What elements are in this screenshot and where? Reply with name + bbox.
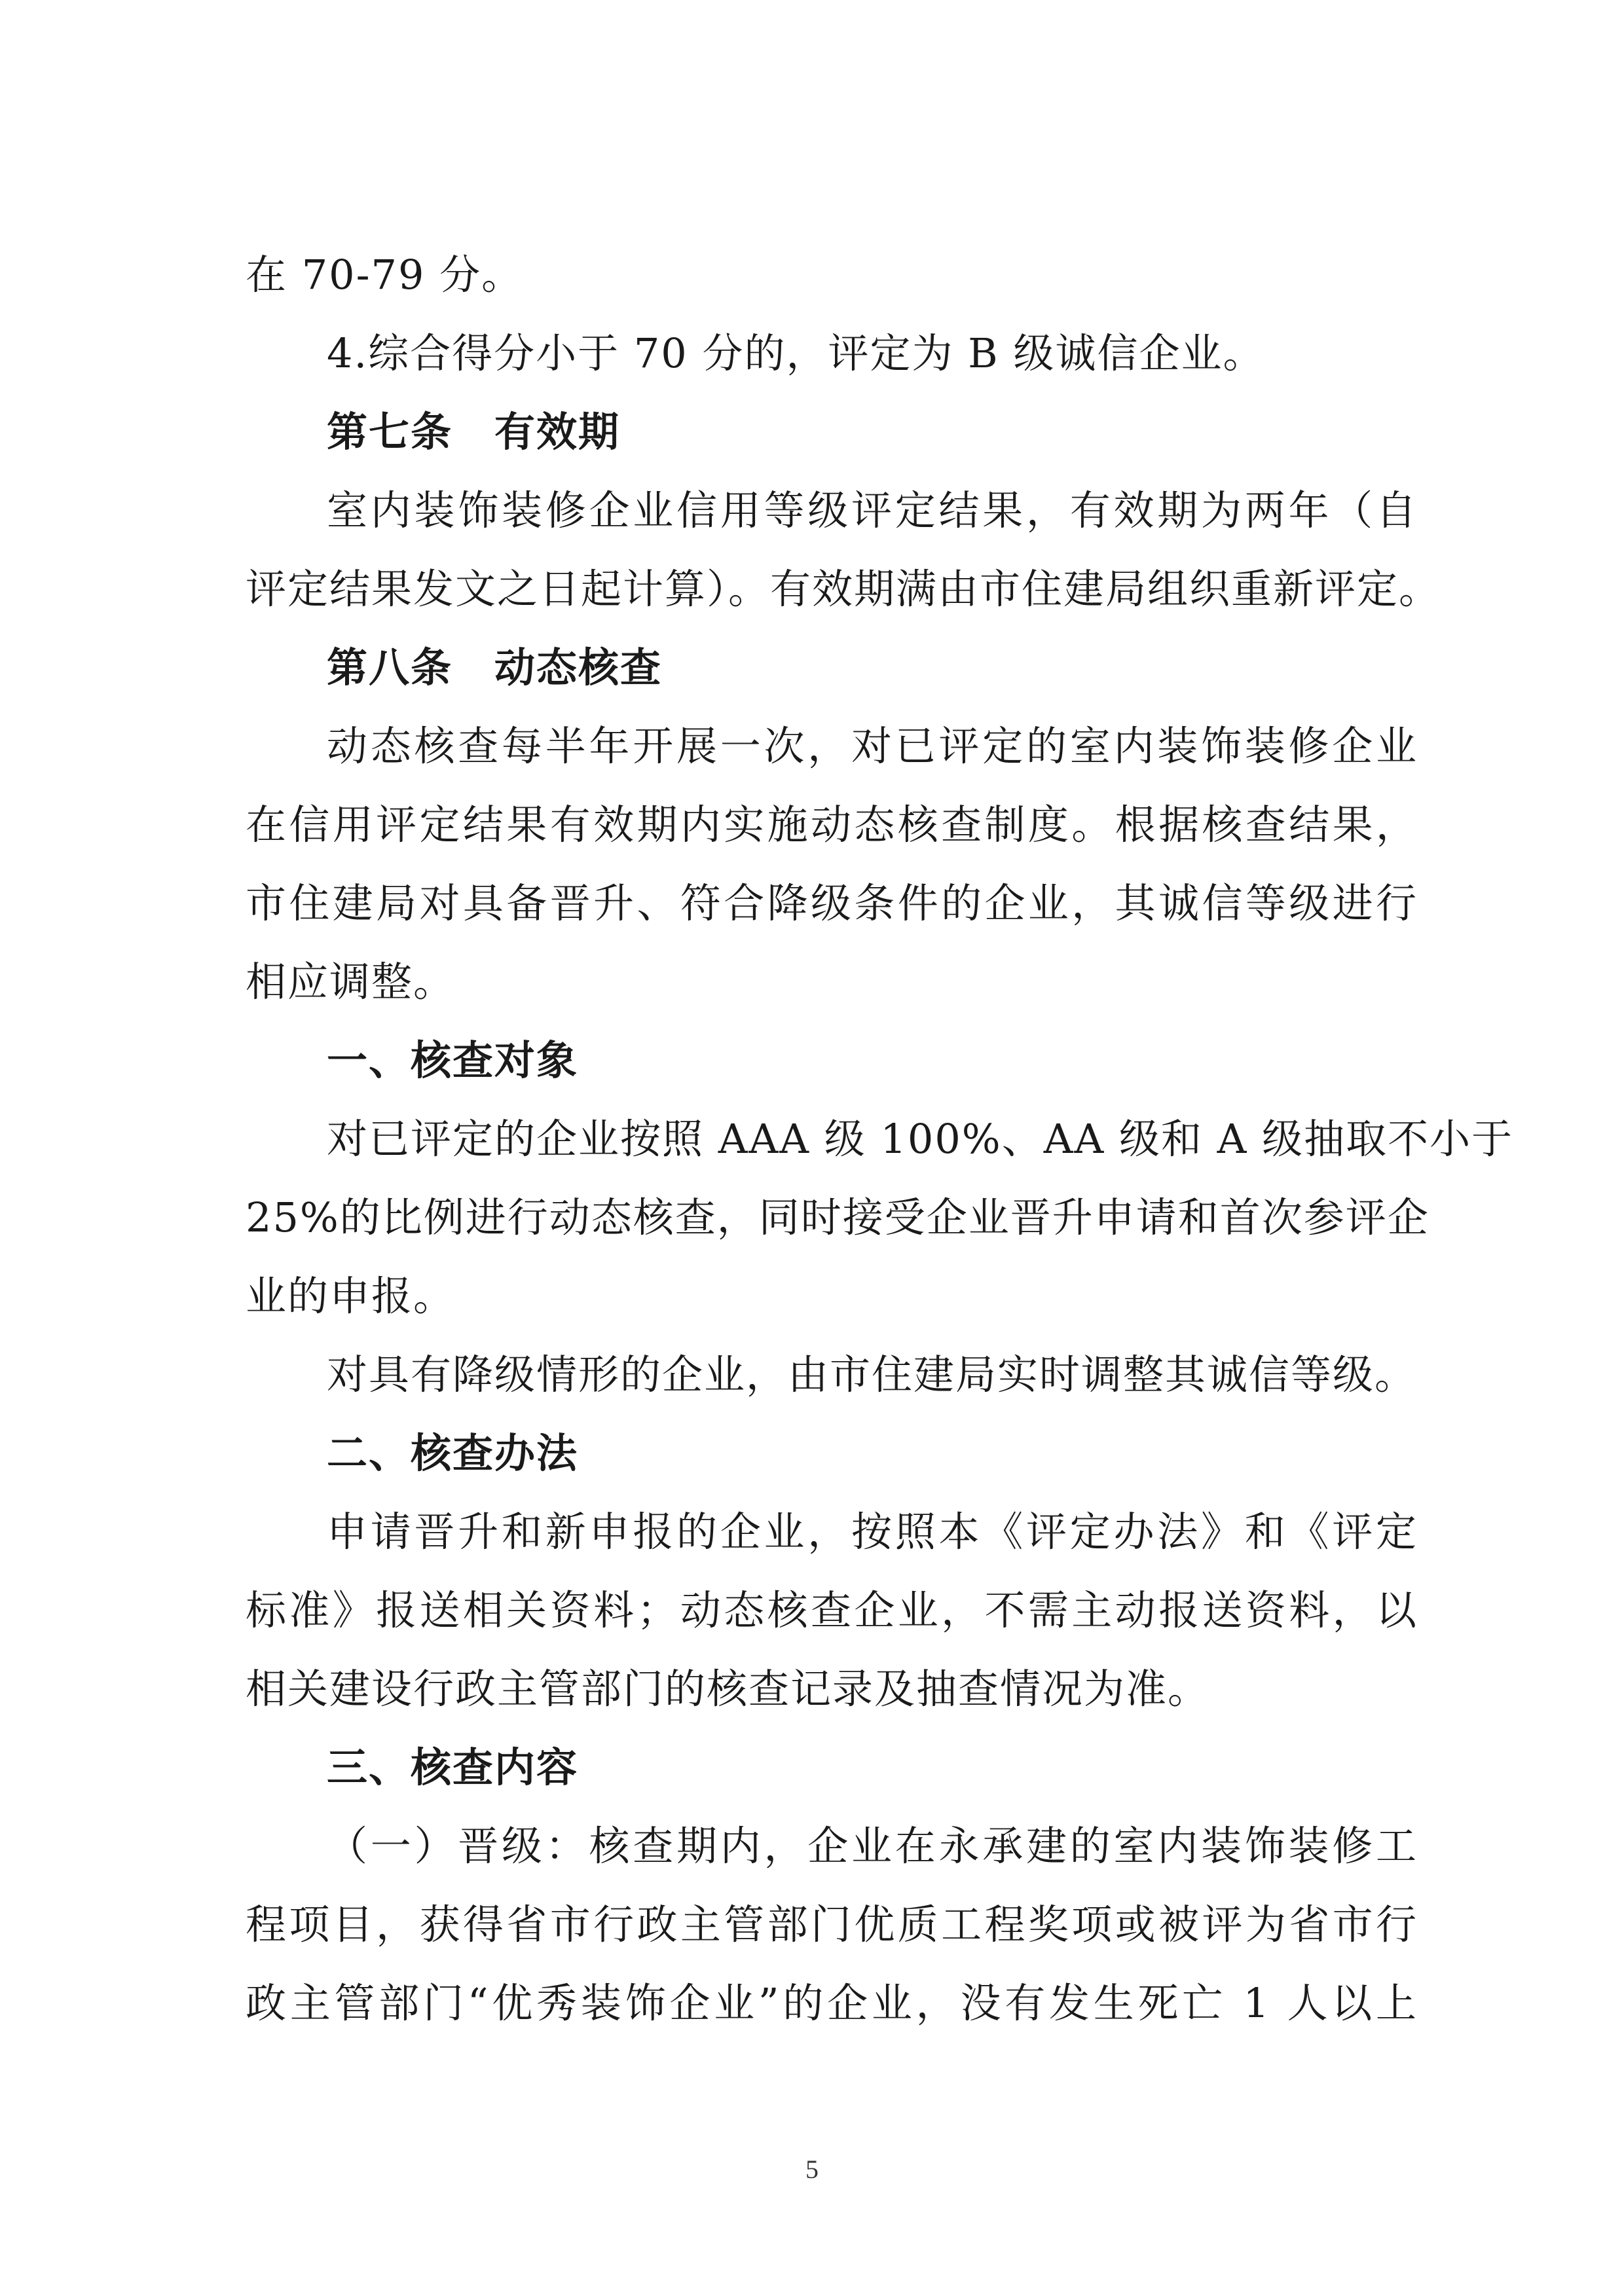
paragraph-line: 相关建设行政主管部门的核查记录及抽查情况为准。: [246, 1665, 1210, 1713]
paragraph-line: 4.综合得分小于 70 分的，评定为 B 级诚信企业。: [327, 329, 1265, 377]
section-heading: 一、核查对象: [327, 1036, 579, 1084]
paragraph-line: 对具有降级情形的企业，由市住建局实时调整其诚信等级。: [327, 1351, 1417, 1398]
paragraph-line: 程项目，获得省市行政主管部门优质工程奖项或被评为省市行: [246, 1901, 1418, 1948]
paragraph-line: 动态核查每半年开展一次，对已评定的室内装饰装修企业: [327, 722, 1418, 770]
paragraph-line: 政主管部门“优秀装饰企业”的企业，没有发生死亡 1 人以上: [246, 1979, 1418, 2027]
paragraph-line: 在 70-79 分。: [246, 251, 524, 299]
paragraph-line: 业的申报。: [246, 1272, 456, 1320]
section-heading: 三、核查内容: [327, 1743, 579, 1791]
paragraph-line: 在信用评定结果有效期内实施动态核查制度。根据核查结果，: [246, 801, 1418, 848]
section-heading: 第八条 动态核查: [327, 644, 663, 691]
paragraph-line: 申请晋升和新申报的企业，按照本《评定办法》和《评定: [327, 1508, 1418, 1556]
section-heading: 二、核查办法: [327, 1429, 579, 1477]
paragraph-line: （一）晋级：核查期内，企业在永承建的室内装饰装修工: [327, 1822, 1418, 1870]
paragraph-line: 室内装饰装修企业信用等级评定结果，有效期为两年（自: [327, 486, 1418, 534]
paragraph-line: 25%的比例进行动态核查，同时接受企业晋升申请和首次参评企: [246, 1194, 1430, 1241]
paragraph-line: 标准》报送相关资料；动态核查企业，不需主动报送资料，以: [246, 1586, 1418, 1634]
document-body: [246, 236, 1514, 2043]
paragraph-line: 对已评定的企业按照 AAA 级 100%、AA 级和 A 级抽取不小于: [327, 1115, 1514, 1163]
page-number: 5: [805, 2155, 819, 2184]
paragraph-line: 市住建局对具备晋升、符合降级条件的企业，其诚信等级进行: [246, 879, 1418, 927]
paragraph-line: 相应调整。: [246, 958, 456, 1006]
section-heading: 第七条 有效期: [327, 408, 621, 456]
paragraph-line: 评定结果发文之日起计算）。有效期满由市住建局组织重新评定。: [246, 565, 1441, 613]
